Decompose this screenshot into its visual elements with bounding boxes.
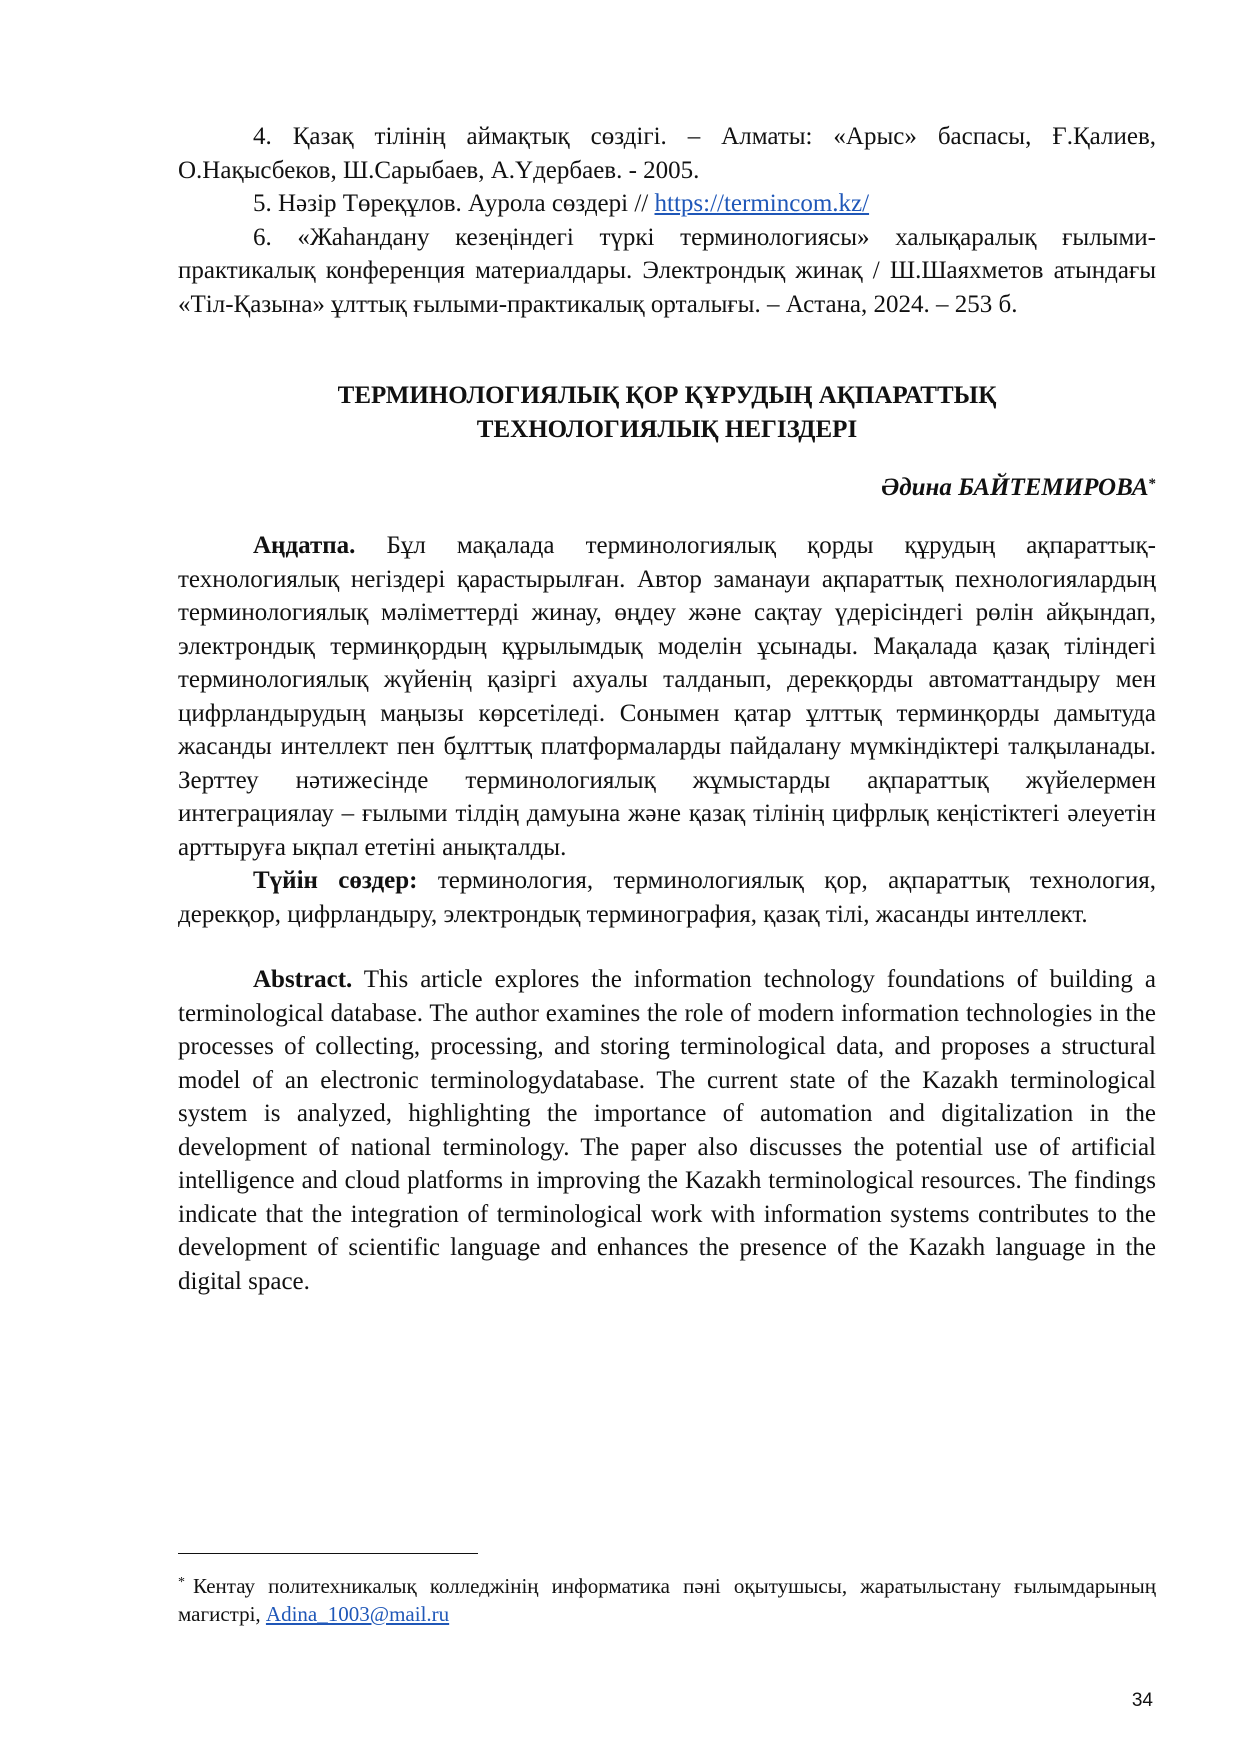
footnote-text: Кентау политехникалық колледжінің информатика пәні оқытушысы, жаратылыстану ғылымдарының магистрі,: [178, 1574, 1156, 1626]
footnote-divider: [178, 1553, 478, 1554]
page-number: 34: [1131, 1690, 1153, 1711]
author-name: Әдина БАЙТЕМИРОВА*: [881, 474, 1156, 501]
footnote-marker: *: [1148, 476, 1156, 492]
keywords-label: Түйін сөздер:: [253, 867, 418, 894]
keywords-text: терминология, терминологиялық қор, ақпараттық технология, дерекқор, цифрландыру, электрондық терминография, қазақ тілі, жасанды интеллект.: [178, 867, 1157, 928]
keywords-kazakh: [178, 864, 1156, 931]
author-email-link[interactable]: Adina_1003@mail.ru: [265, 1602, 450, 1626]
reference-link[interactable]: https://termincom.kz/: [654, 190, 870, 217]
reference-list: [178, 120, 1156, 321]
abstract-english-text: This article explores the information technology foundations of building a terminological database. The author examines the role of modern information technologies in the processes of collecting, processing, and storing terminological data, and proposes a structural model of an electronic terminologydatabase. The current state of the Kazakh terminological system is analyzed, highlighting the importance of automation and digitalization in the development of national terminology. The paper also discusses the potential use of artificial intelligence and cloud platforms in improving the Kazakh terminological resources. The findings indicate that the integration of terminological work with information systems contributes to the development of scientific language and enhances the presence of the Kazakh language in the digital space.: [178, 966, 1156, 1295]
reference-item: 5. Нәзір Төреқұлов. Аурола сөздері // https://termincom.kz/: [253, 190, 870, 217]
abstract-english-label: Abstract.: [253, 966, 353, 993]
page-content: [178, 120, 1156, 1298]
abstract-english: [178, 963, 1156, 1298]
reference-item: 4. Қазақ тілінің аймақтық сөздігі. – Алматы: «Арыс» баспасы, Ғ.Қалиев, О.Нақысбеков, Ш.Сарыбаев, А.Үдербаев. - 2005.: [178, 123, 1156, 184]
abstract-kazakh: [178, 529, 1156, 931]
reference-item: 6. «Жаһандану кезеңіндегі түркі терминологиясы» халықаралық ғылыми-практикалық конференция материалдары. Электрондық жинақ / Ш.Шаяхметов атындағы «Тіл-Қазына» ұлттық ғылыми-практикалық орталығы. – Астана, 2024. – 253 б.: [178, 223, 1156, 318]
abstract-kazakh-label: Аңдатпа.: [253, 532, 356, 559]
article-title: ТЕРМИНОЛОГИЯЛЫҚ ҚОР ҚҰРУДЫҢ АҚПАРАТТЫҚ ТЕХНОЛОГИЯЛЫҚ НЕГІЗДЕРІ: [337, 382, 997, 443]
footnote: [178, 1572, 1156, 1628]
abstract-kazakh-text: Бұл мақалада терминологиялық қорды құрудың ақпараттық-технологиялық негіздері қарастырылған. Автор заманауи ақпараттық пехнологиялардың терминологиялық мәліметтерді жинау, өңдеу және сақтау үдерісіндегі рөлін айқындап, электрондық терминқордың құрылымдық моделін ұсынады. Мақалада қазақ тіліндегі терминологиялық жүйенің қазіргі ахуалы талданып, дерекқорды автоматтандыру мен цифрландырудың маңызы көрсетіледі. Сонымен қатар ұлттық терминқорды дамытуда жасанды интеллект пен бұлттық платформаларды пайдалану мүмкіндіктері талқыланады. Зерттеу нәтижесінде терминологиялық жұмыстарды ақпараттық жүйелермен интеграциялау – ғылыми тілдің дамуына және қазақ тілінің цифрлық кеңістіктегі әлеуетін арттыруға ықпал ететіні анықталды.: [178, 532, 1156, 861]
footnote-mark: *: [178, 1575, 185, 1590]
